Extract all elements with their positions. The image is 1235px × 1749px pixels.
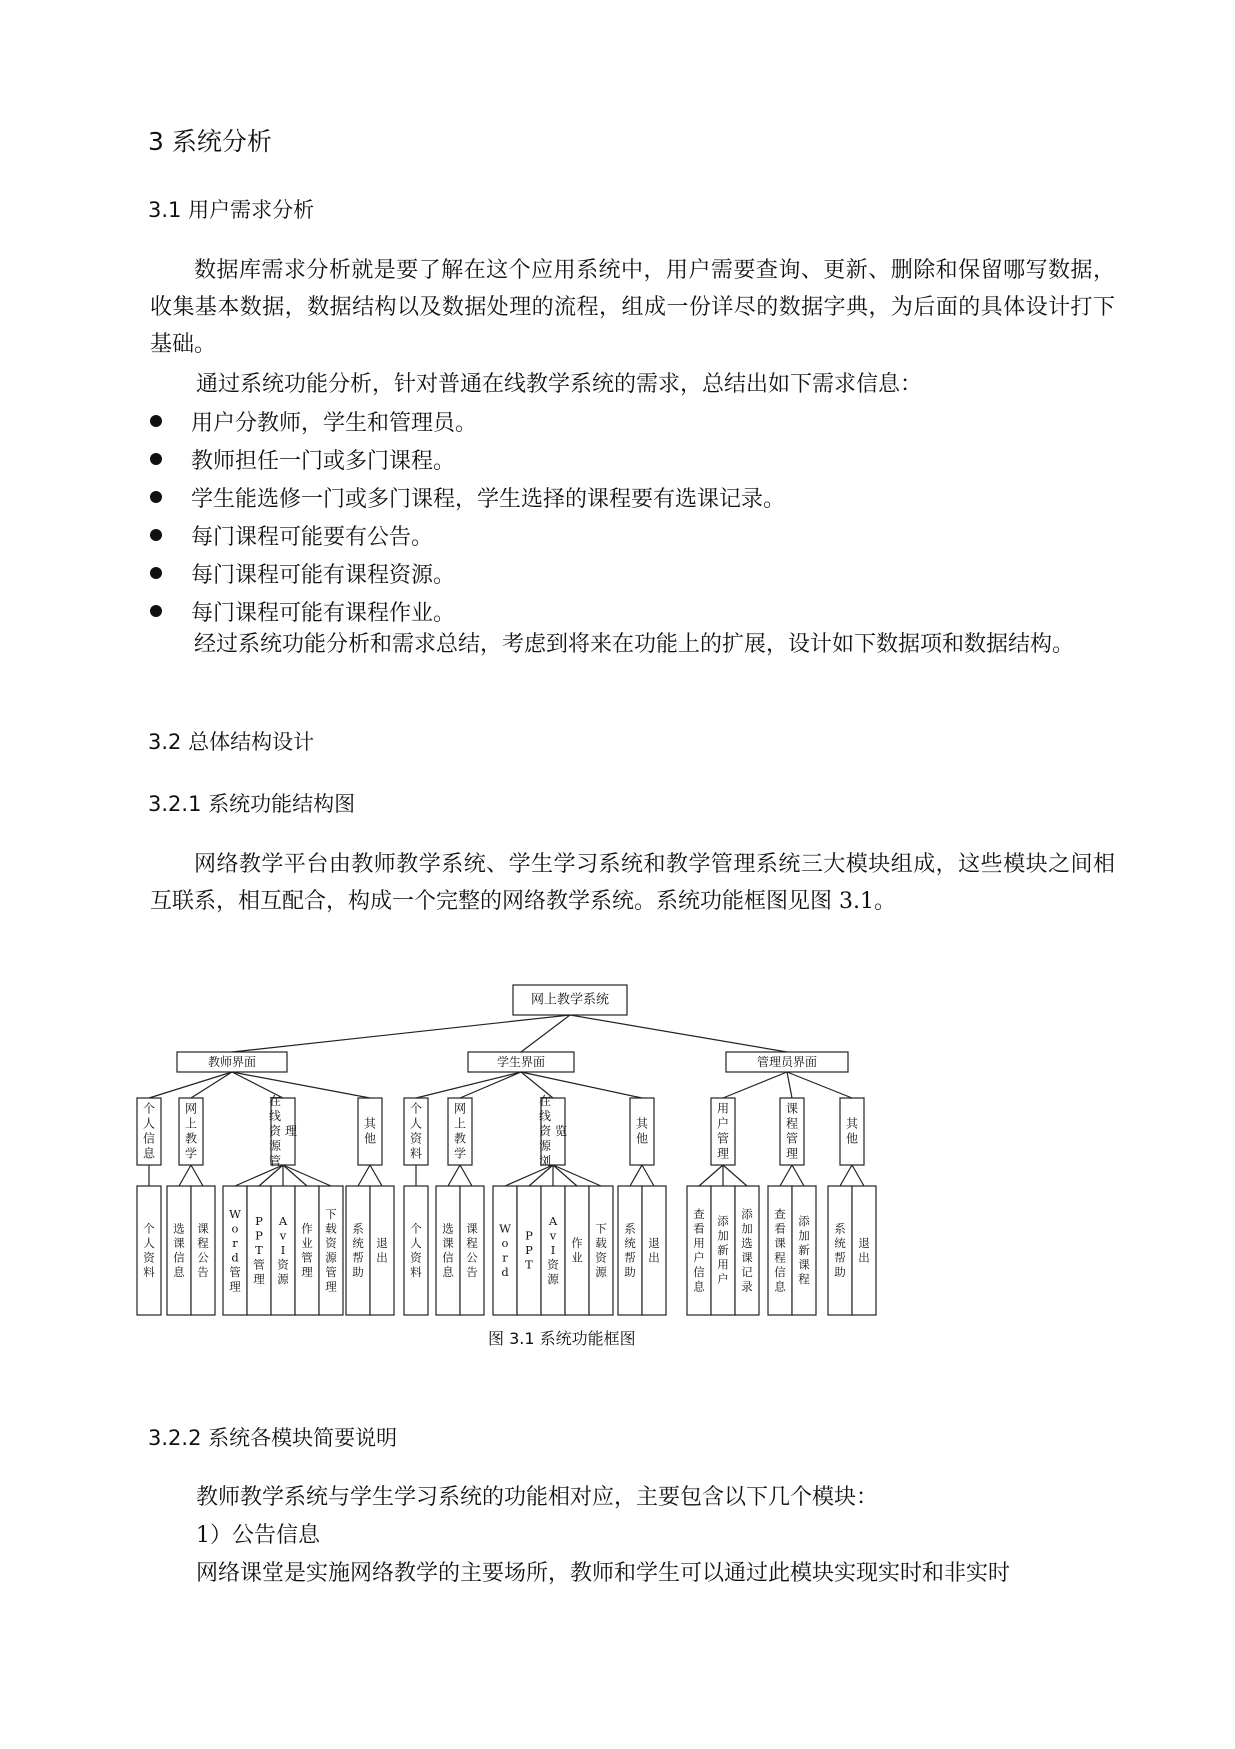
svg-text:课: 课 (197, 1221, 209, 1236)
svg-text:上: 上 (184, 1116, 198, 1131)
svg-text:个: 个 (142, 1101, 156, 1116)
diagram-leaf-label (834, 1221, 846, 1279)
svg-text:助: 助 (352, 1264, 364, 1279)
svg-text:添: 添 (798, 1214, 810, 1228)
diagram-leaf-label (325, 1207, 337, 1294)
svg-text:A: A (548, 1214, 558, 1228)
svg-text:息: 息 (142, 1146, 156, 1161)
bullet-icon (150, 567, 162, 579)
connector-line (553, 1165, 577, 1186)
diagram-group-label (717, 1102, 729, 1161)
svg-text:学: 学 (453, 1146, 467, 1161)
svg-text:源: 源 (268, 1139, 282, 1153)
svg-text:管: 管 (301, 1250, 313, 1265)
svg-text:新: 新 (717, 1243, 729, 1257)
svg-text:录: 录 (741, 1279, 753, 1294)
svg-text:在: 在 (538, 1094, 552, 1108)
diagram-leaf-label (571, 1236, 583, 1265)
svg-text:他: 他 (635, 1131, 649, 1146)
connector-line (149, 1072, 232, 1098)
paragraph-modules-intro: 教师教学系统与学生学习系统的功能相对应，主要包含以下几个模块： (196, 1485, 879, 1510)
svg-text:户: 户 (716, 1116, 730, 1131)
svg-text:r: r (502, 1250, 508, 1265)
diagram-group-label (185, 1102, 197, 1161)
bullet-icon (150, 605, 162, 617)
connector-line (232, 1072, 370, 1098)
connector-line (259, 1165, 283, 1186)
svg-text:加: 加 (717, 1228, 729, 1243)
svg-text:看: 看 (693, 1221, 705, 1236)
svg-text:载: 载 (595, 1235, 607, 1250)
svg-text:个: 个 (410, 1221, 422, 1236)
list-item-announcement: 1）公告信息 (196, 1523, 320, 1548)
svg-text:业: 业 (571, 1250, 583, 1265)
bullet-icon (150, 491, 162, 503)
bullet-item: 用户分教师，学生和管理员。 (150, 406, 477, 437)
svg-text:I: I (550, 1243, 556, 1257)
svg-text:帮: 帮 (624, 1250, 636, 1265)
bullet-item: 每门课程可能要有公告。 (150, 520, 433, 551)
connector-line (787, 1072, 852, 1098)
svg-text:添: 添 (741, 1206, 753, 1221)
svg-text:o: o (501, 1235, 509, 1250)
svg-text:退: 退 (376, 1235, 388, 1250)
svg-text:选: 选 (442, 1221, 454, 1236)
diagram-group-label (410, 1102, 423, 1161)
diagram-leaf-label (301, 1221, 313, 1279)
section-title: 3 系统分析 (148, 127, 272, 156)
svg-text:课: 课 (466, 1221, 478, 1236)
diagram-leaf-label (717, 1214, 729, 1286)
connector-line (179, 1165, 191, 1186)
svg-text:资: 资 (538, 1124, 552, 1138)
svg-text:业: 业 (301, 1235, 313, 1250)
connector-line (570, 1015, 787, 1052)
svg-text:P: P (255, 1214, 263, 1228)
figure-caption: 图 3.1 系统功能框图 (488, 1329, 636, 1348)
svg-text:管: 管 (716, 1131, 730, 1146)
svg-text:网: 网 (453, 1101, 467, 1116)
svg-text:v: v (549, 1228, 557, 1243)
svg-text:源: 源 (325, 1250, 337, 1265)
svg-text:网: 网 (184, 1101, 198, 1116)
diagram-root-label: 网上教学系统 (530, 992, 610, 1008)
svg-text:源: 源 (277, 1272, 289, 1286)
svg-text:程: 程 (774, 1250, 786, 1265)
svg-text:r: r (232, 1235, 238, 1250)
bullet-item: 每门课程可能有课程作业。 (150, 596, 455, 627)
svg-text:理: 理 (785, 1146, 799, 1161)
svg-text:课: 课 (442, 1235, 454, 1250)
connector-line (780, 1165, 792, 1186)
svg-text:料: 料 (410, 1264, 422, 1279)
svg-text:选: 选 (741, 1235, 753, 1250)
svg-text:d: d (231, 1250, 239, 1265)
svg-text:载: 载 (325, 1221, 337, 1236)
svg-text:统: 统 (834, 1235, 846, 1250)
diagram-leaf-label (798, 1214, 810, 1286)
diagram-branch-label: 学生界面 (496, 1055, 546, 1069)
diagram-leaf-label (442, 1221, 454, 1279)
connector-line (460, 1165, 472, 1186)
connector-line (191, 1165, 203, 1186)
connector-line (642, 1165, 654, 1186)
paragraph-structure-intro: 网络教学平台由教师教学系统、学生学习系统和教学管理系统三大模块组成，这些模块之间相互联系，相互配合，构成一个完整的网络教学系统。系统功能框图见图 3.1。 (150, 852, 1115, 914)
svg-text:查: 查 (693, 1206, 705, 1221)
svg-text:料: 料 (143, 1264, 155, 1279)
svg-text:管: 管 (229, 1264, 241, 1279)
svg-text:个: 个 (143, 1221, 155, 1236)
diagram-leaf-label (376, 1236, 388, 1265)
bullet-item: 学生能选修一门或多门课程，学生选择的课程要有选课记录。 (150, 482, 785, 513)
svg-text:在: 在 (268, 1094, 282, 1108)
svg-text:理: 理 (716, 1146, 730, 1161)
connector-line (232, 1015, 570, 1052)
diagram-leaf-label (693, 1207, 705, 1294)
svg-text:加: 加 (798, 1228, 810, 1243)
svg-text:线: 线 (268, 1109, 282, 1123)
diagram-leaf-label (595, 1221, 607, 1279)
svg-text:用: 用 (716, 1101, 730, 1116)
connector-line (283, 1165, 307, 1186)
svg-text:程: 程 (798, 1272, 810, 1286)
svg-text:户: 户 (717, 1272, 729, 1286)
connector-line (852, 1165, 864, 1186)
svg-text:公: 公 (466, 1250, 478, 1265)
svg-text:息: 息 (173, 1264, 185, 1279)
diagram-leaf-label (352, 1221, 364, 1279)
diagram-leaf-label (143, 1221, 155, 1279)
connector-line (840, 1165, 852, 1186)
svg-text:系: 系 (834, 1221, 846, 1236)
svg-text:程: 程 (197, 1235, 209, 1250)
svg-text:出: 出 (858, 1250, 870, 1265)
svg-text:作: 作 (301, 1221, 313, 1236)
svg-text:加: 加 (741, 1221, 753, 1236)
svg-text:o: o (231, 1221, 239, 1236)
connector-line (630, 1165, 642, 1186)
diagram-leaf-label (173, 1221, 185, 1279)
diagram-branch-label: 管理员界面 (756, 1055, 818, 1069)
svg-text:W: W (499, 1221, 511, 1236)
diagram-group-label (786, 1102, 798, 1161)
svg-text:资: 资 (277, 1257, 289, 1272)
svg-text:人: 人 (409, 1116, 423, 1131)
paragraph-requirements-lead: 通过系统功能分析，针对普通在线教学系统的需求，总结出如下需求信息： (196, 372, 923, 397)
svg-text:用: 用 (693, 1235, 705, 1250)
svg-text:源: 源 (538, 1139, 552, 1153)
svg-text:帮: 帮 (352, 1250, 364, 1265)
svg-text:助: 助 (624, 1264, 636, 1279)
svg-text:课: 课 (798, 1257, 810, 1272)
svg-text:学: 学 (184, 1146, 198, 1161)
connector-line (699, 1165, 723, 1186)
svg-text:其: 其 (635, 1116, 649, 1131)
svg-text:管: 管 (785, 1131, 799, 1146)
svg-text:个: 个 (409, 1101, 423, 1116)
svg-text:资: 资 (325, 1235, 337, 1250)
connector-line (553, 1165, 601, 1186)
svg-text:信: 信 (774, 1264, 786, 1279)
connector-line (448, 1165, 460, 1186)
svg-text:教: 教 (184, 1131, 198, 1146)
svg-text:W: W (229, 1206, 241, 1221)
connector-line (723, 1072, 787, 1098)
connector-line (521, 1015, 570, 1052)
svg-text:教: 教 (453, 1131, 467, 1146)
connector-line (723, 1165, 747, 1186)
svg-text:线: 线 (538, 1109, 552, 1123)
heading-3-1: 3.1 用户需求分析 (148, 198, 315, 222)
svg-text:A: A (278, 1214, 288, 1228)
svg-text:P: P (525, 1228, 533, 1243)
svg-text:统: 统 (624, 1235, 636, 1250)
connector-line (529, 1165, 553, 1186)
svg-text:看: 看 (774, 1221, 786, 1236)
svg-text:信: 信 (173, 1250, 185, 1265)
svg-text:息: 息 (693, 1279, 705, 1294)
svg-text:退: 退 (648, 1235, 660, 1250)
paragraph-requirements-intro: 数据库需求分析就是要了解在这个应用系统中，用户需要查询、更新、删除和保留哪写数据，收集基本数据，数据结构以及数据处理的流程，组成一份详尽的数据字典，为后面的具体设计打下基础。 (150, 258, 1115, 357)
diagram-leaf-label (466, 1221, 478, 1279)
diagram-group-label (143, 1102, 156, 1161)
svg-text:理: 理 (325, 1279, 337, 1294)
svg-text:资: 资 (409, 1131, 423, 1146)
svg-text:管: 管 (268, 1154, 282, 1168)
diagram-group-label (454, 1102, 466, 1161)
svg-text:T: T (525, 1257, 533, 1272)
heading-3-2: 3.2 总体结构设计 (148, 730, 315, 754)
svg-text:管: 管 (325, 1264, 337, 1279)
svg-text:下: 下 (595, 1221, 607, 1236)
svg-text:人: 人 (410, 1235, 422, 1250)
svg-text:出: 出 (648, 1250, 660, 1265)
svg-text:其: 其 (845, 1116, 859, 1131)
connector-line (370, 1165, 382, 1186)
heading-3-2-1: 3.2.1 系统功能结构图 (148, 792, 356, 816)
diagram-leaf-label (648, 1236, 660, 1265)
svg-text:料: 料 (409, 1146, 423, 1161)
svg-text:查: 查 (774, 1206, 786, 1221)
diagram-leaf-label (410, 1221, 422, 1279)
svg-text:告: 告 (197, 1264, 209, 1279)
svg-text:览: 览 (554, 1124, 568, 1138)
bullet-item: 每门课程可能有课程资源。 (150, 558, 455, 589)
svg-text:信: 信 (442, 1250, 454, 1265)
svg-text:人: 人 (142, 1116, 156, 1131)
svg-text:d: d (501, 1264, 509, 1279)
svg-text:他: 他 (845, 1131, 859, 1146)
svg-text:记: 记 (741, 1264, 753, 1279)
diagram-leaf-label (741, 1207, 753, 1294)
svg-text:选: 选 (173, 1221, 185, 1236)
svg-text:程: 程 (466, 1235, 478, 1250)
svg-text:助: 助 (834, 1264, 846, 1279)
paragraph-announcement-desc: 网络课堂是实施网络教学的主要场所，教师和学生可以通过此模块实现实时和非实时 (196, 1561, 1011, 1586)
svg-text:出: 出 (376, 1250, 388, 1265)
diagram-leaf-label (858, 1236, 870, 1265)
svg-text:资: 资 (268, 1124, 282, 1138)
svg-text:理: 理 (229, 1279, 241, 1294)
svg-text:告: 告 (466, 1264, 478, 1279)
svg-text:退: 退 (858, 1235, 870, 1250)
diagram-leaf-label (624, 1221, 636, 1279)
svg-text:下: 下 (325, 1206, 337, 1221)
svg-text:v: v (279, 1228, 287, 1243)
connector-line (235, 1165, 283, 1186)
connector-line (283, 1165, 331, 1186)
svg-text:理: 理 (284, 1124, 298, 1138)
diagram-branch-label: 教师界面 (207, 1055, 257, 1069)
svg-text:资: 资 (410, 1250, 422, 1265)
svg-text:他: 他 (363, 1131, 377, 1146)
svg-text:管: 管 (253, 1257, 265, 1272)
svg-text:课: 课 (785, 1101, 799, 1116)
svg-text:信: 信 (693, 1264, 705, 1279)
svg-text:用: 用 (717, 1257, 729, 1272)
svg-text:源: 源 (595, 1264, 607, 1279)
svg-text:课: 课 (741, 1250, 753, 1265)
bullet-icon (150, 415, 162, 427)
svg-text:资: 资 (547, 1257, 559, 1272)
diagram-leaf-label (197, 1221, 209, 1279)
svg-text:源: 源 (547, 1272, 559, 1286)
svg-text:理: 理 (301, 1264, 313, 1279)
svg-text:P: P (525, 1243, 533, 1257)
svg-text:资: 资 (595, 1250, 607, 1265)
svg-text:信: 信 (142, 1131, 156, 1146)
svg-text:系: 系 (624, 1221, 636, 1236)
svg-text:课: 课 (774, 1235, 786, 1250)
svg-text:人: 人 (143, 1235, 155, 1250)
svg-text:息: 息 (774, 1279, 786, 1294)
heading-3-2-2: 3.2.2 系统各模块简要说明 (148, 1426, 398, 1450)
svg-text:上: 上 (453, 1116, 467, 1131)
bullet-icon (150, 529, 162, 541)
svg-text:公: 公 (197, 1250, 209, 1265)
connector-line (358, 1165, 370, 1186)
svg-text:其: 其 (363, 1116, 377, 1131)
svg-text:息: 息 (442, 1264, 454, 1279)
connector-line (792, 1165, 804, 1186)
svg-text:课: 课 (173, 1235, 185, 1250)
svg-text:系: 系 (352, 1221, 364, 1236)
diagram-leaf-label (774, 1207, 786, 1294)
svg-text:程: 程 (785, 1116, 799, 1131)
svg-text:P: P (255, 1228, 263, 1243)
svg-text:资: 资 (143, 1250, 155, 1265)
svg-text:户: 户 (693, 1250, 705, 1265)
bullet-item: 教师担任一门或多门课程。 (150, 444, 455, 475)
svg-text:作: 作 (571, 1235, 583, 1250)
svg-text:新: 新 (798, 1243, 810, 1257)
svg-text:帮: 帮 (834, 1250, 846, 1265)
connector-line (505, 1165, 553, 1186)
svg-text:统: 统 (352, 1235, 364, 1250)
paragraph-requirements-summary: 经过系统功能分析和需求总结，考虑到将来在功能上的扩展，设计如下数据项和数据结构。 (194, 632, 1075, 657)
svg-text:I: I (280, 1243, 286, 1257)
svg-text:T: T (255, 1243, 263, 1257)
diagram-leaf-label (525, 1229, 533, 1272)
connector-line (191, 1072, 232, 1098)
system-function-diagram (142, 970, 958, 1320)
bullet-icon (150, 453, 162, 465)
svg-text:理: 理 (253, 1272, 265, 1286)
svg-text:浏: 浏 (538, 1154, 552, 1168)
connector-line (787, 1072, 792, 1098)
svg-text:添: 添 (717, 1214, 729, 1228)
